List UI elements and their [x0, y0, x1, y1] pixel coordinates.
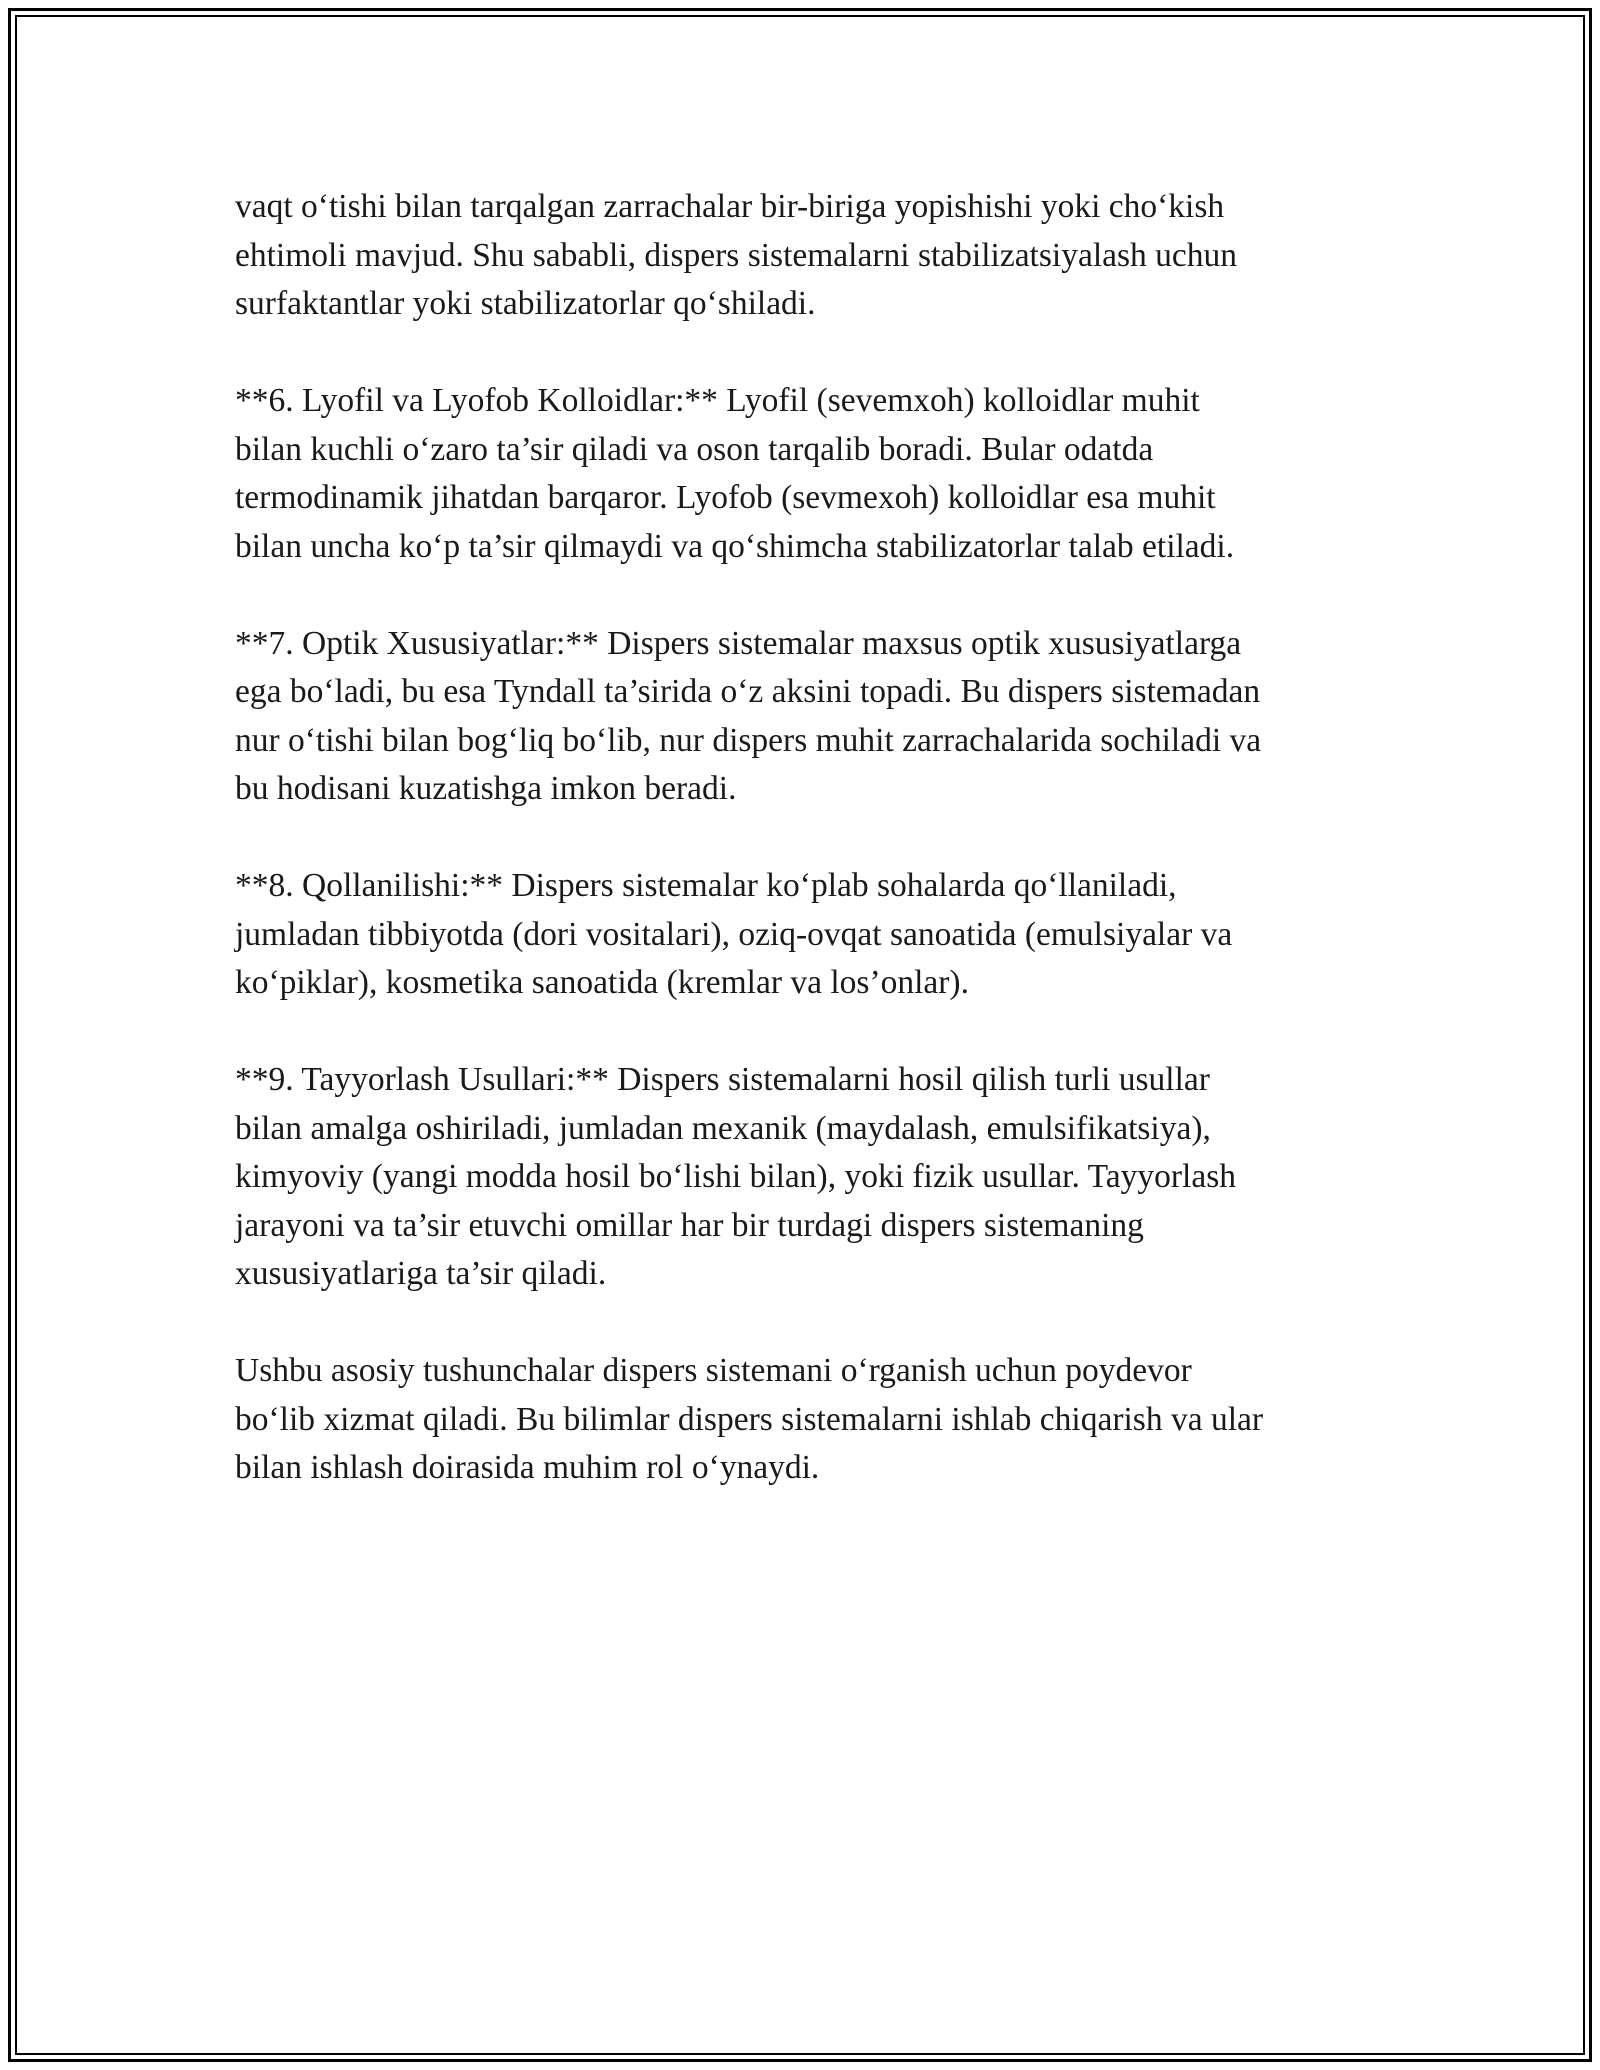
text-line: vaqt o‘tishi bilan tarqalgan zarrachalar bir-biriga yopishishi yoki cho‘kish — [235, 188, 1225, 225]
text-line: surfaktantlar yoki stabilizatorlar qo‘shiladi. — [235, 285, 816, 322]
text-line: bo‘lib xizmat qiladi. Bu bilimlar dispers sistemalarni ishlab chiqarish va ular — [235, 1400, 1264, 1438]
text-line: **6. Lyofil va Lyofob Kolloidlar:** Lyofil (sevemxoh) kolloidlar muhit — [235, 382, 1200, 419]
text-line: jumladan tibbiyotda (dori vositalari), oziq-ovqat sanoatida (emulsiyalar va — [235, 915, 1233, 953]
text-line: xususiyatlariga ta’sir qiladi. — [235, 1255, 607, 1292]
text-line: bilan amalga oshiriladi, jumladan mexanik (maydalash, emulsifikatsiya), — [235, 1109, 1211, 1147]
text-line: jarayoni va ta’sir etuvchi omillar har bir turdagi dispers sistemaning — [235, 1206, 1144, 1244]
text-line: termodinamik jihatdan barqaror. Lyofob (sevmexoh) kolloidlar esa muhit — [235, 479, 1216, 516]
text-line: bilan uncha ko‘p ta’sir qilmaydi va qo‘shimcha stabilizatorlar talab etiladi. — [235, 527, 1235, 565]
text-line: ehtimoli mavjud. Shu sababli, dispers sistemalarni stabilizatsiyalash uchun — [235, 236, 1238, 274]
text-line: bilan kuchli o‘zaro ta’sir qiladi va oson tarqalib boradi. Bular odatda — [235, 430, 1154, 468]
document-body — [235, 183, 1385, 1541]
paragraph-optical-properties — [235, 620, 1385, 814]
paragraph-conclusion — [235, 1347, 1385, 1493]
text-line: ko‘piklar), kosmetika sanoatida (kremlar va los’onlar). — [235, 964, 969, 1001]
text-line: bu hodisani kuzatishga imkon beradi. — [235, 770, 737, 807]
paragraph-applications — [235, 862, 1385, 1008]
paragraph-lyophilic-lyophobic — [235, 377, 1385, 571]
paragraph-preparation-methods — [235, 1056, 1385, 1299]
text-line: Ushbu asosiy tushunchalar dispers sistemani o‘rganish uchun poydevor — [235, 1352, 1192, 1389]
text-line: bilan ishlash doirasida muhim rol o‘ynaydi. — [235, 1449, 820, 1486]
paragraph-stabilization — [235, 183, 1385, 329]
text-line: ega bo‘ladi, bu esa Tyndall ta’sirida o‘z aksini topadi. Bu dispers sistemadan — [235, 673, 1261, 710]
text-line: **7. Optik Xususiyatlar:** Dispers sistemalar maxsus optik xususiyatlarga — [235, 624, 1242, 662]
text-line: nur o‘tishi bilan bog‘liq bo‘lib, nur dispers muhit zarrachalarida sochiladi va — [235, 721, 1262, 759]
text-line: kimyoviy (yangi modda hosil bo‘lishi bilan), yoki fizik usullar. Tayyorlash — [235, 1158, 1236, 1195]
text-line: **9. Tayyorlash Usullari:** Dispers sistemalarni hosil qilish turli usullar — [235, 1061, 1210, 1098]
text-line: **8. Qollanilishi:** Dispers sistemalar ko‘plab sohalarda qo‘llaniladi, — [235, 867, 1177, 904]
